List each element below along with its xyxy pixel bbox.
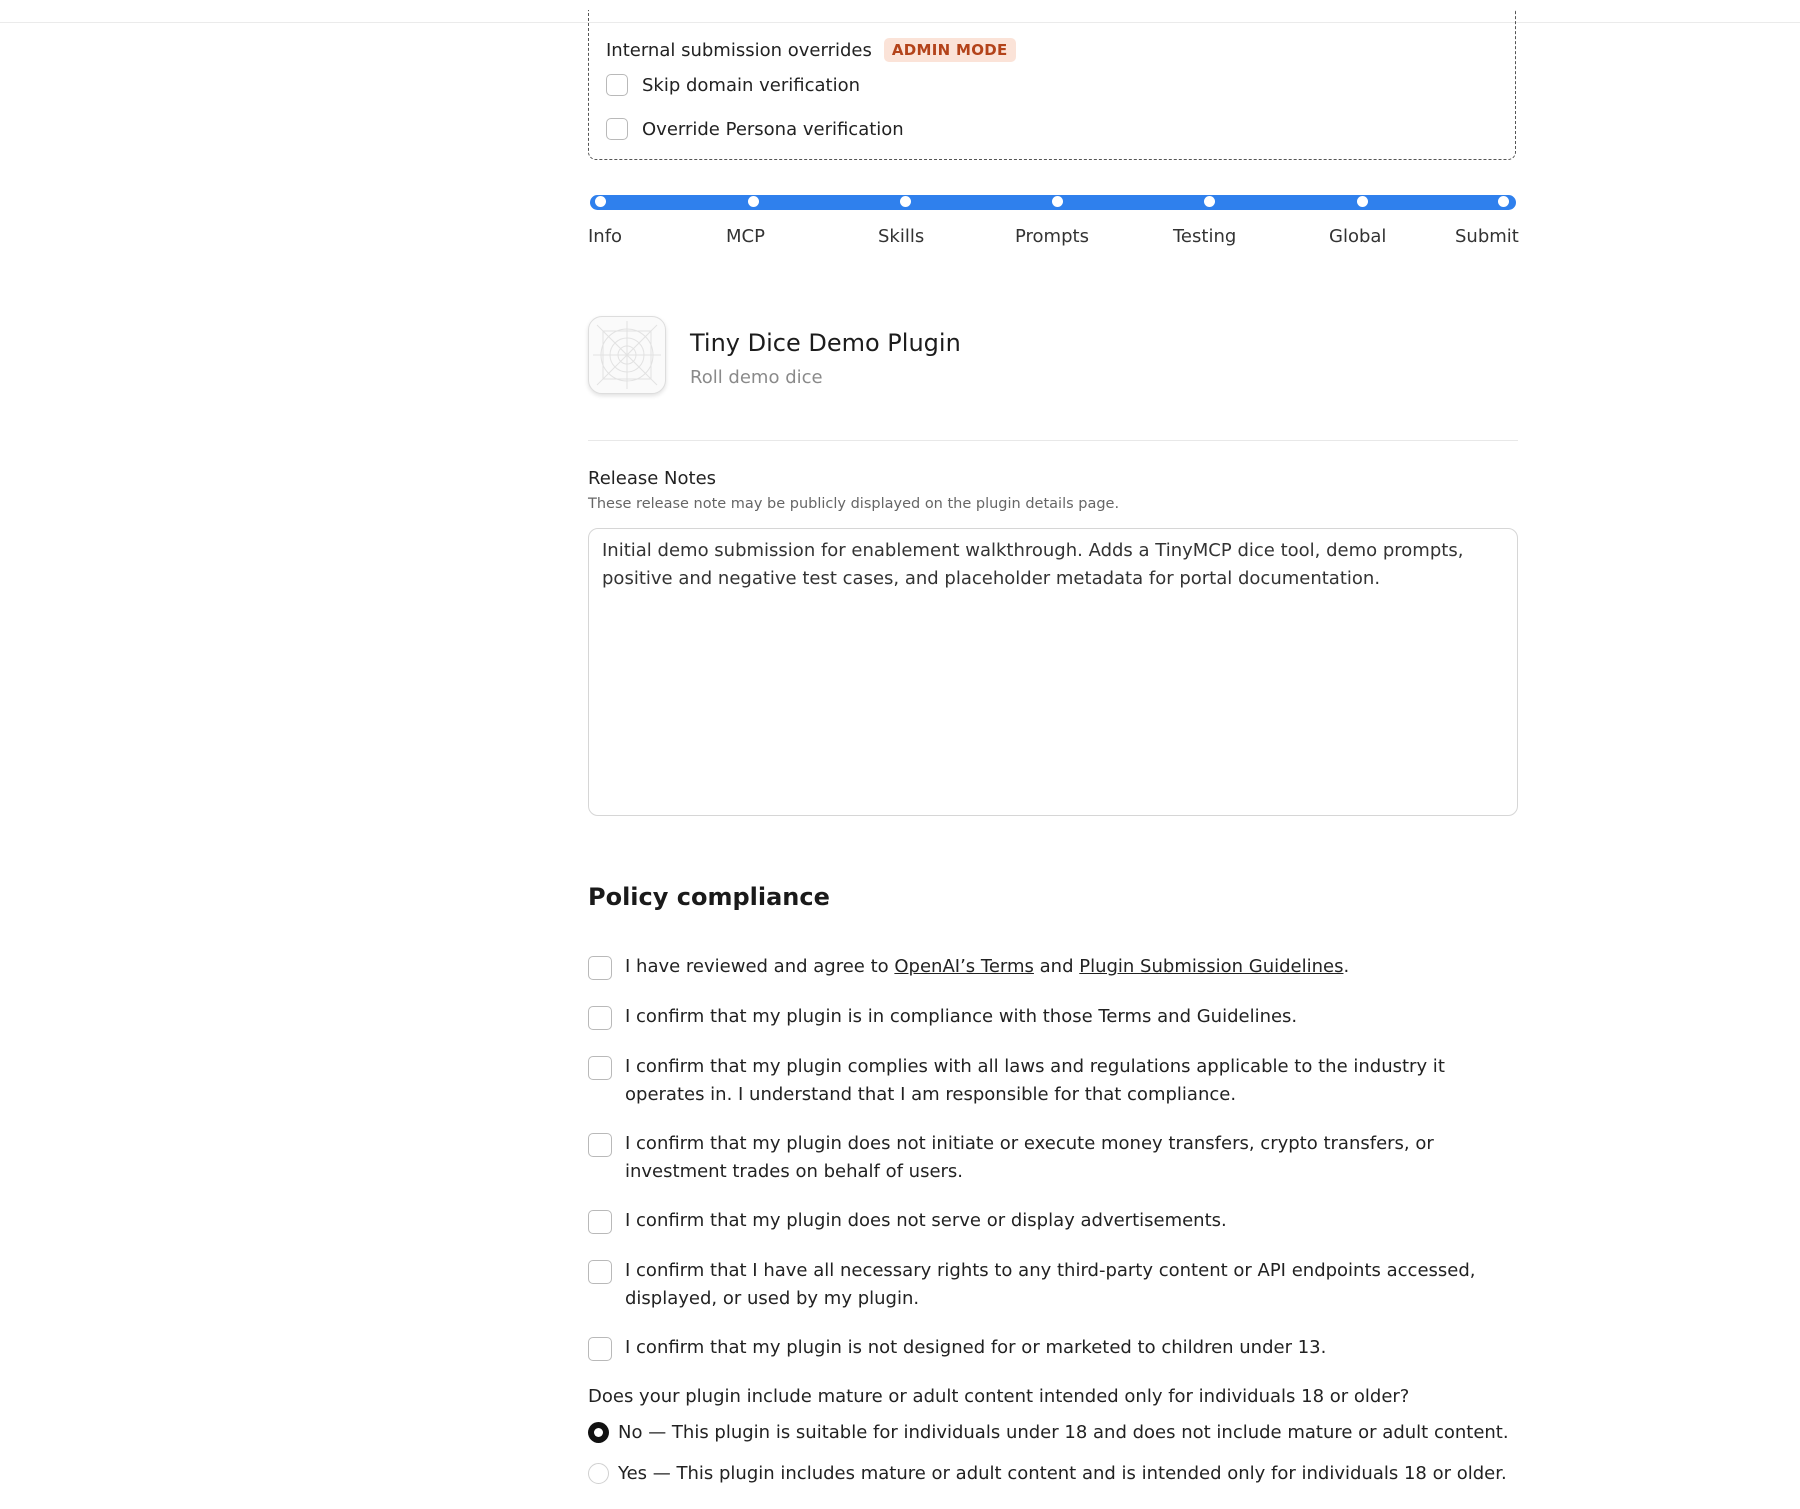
policy-checkbox-advertisements[interactable] [588,1210,612,1234]
radio-yes-label: Yes — This plugin includes mature or adult content and is intended only for individuals 18 or older. [618,1463,1507,1484]
mature-content-option-no[interactable] [588,1422,1509,1443]
release-notes-help: These release note may be publicly displayed on the plugin details page. [588,496,1120,512]
admin-overrides-header [606,38,1016,62]
policy-item-advertisements[interactable] [588,1207,1518,1235]
step-dot-prompts[interactable] [1052,196,1063,207]
plugin-description: Roll demo dice [690,367,823,388]
policy-item-label: I confirm that my plugin complies with all laws and regulations applicable to the industry it operates in. I understand that I am responsible for that compliance. [625,1056,1445,1105]
step-label-global[interactable]: Global [1329,226,1387,247]
admin-overrides-box [588,10,1516,160]
policy-checkbox-children[interactable] [588,1337,612,1361]
step-label-submit[interactable]: Submit [1455,226,1519,247]
policy-item-compliance[interactable] [588,1003,1518,1031]
policy-item-third-party-rights[interactable] [588,1257,1518,1313]
policy-checkbox-laws[interactable] [588,1056,612,1080]
step-dot-mcp[interactable] [748,196,759,207]
step-label-mcp[interactable]: MCP [726,226,765,247]
step-label-info[interactable]: Info [588,226,623,247]
step-dot-info[interactable] [595,196,606,207]
skip-domain-verification-checkbox[interactable] [606,74,628,96]
policy-item-label: I confirm that my plugin does not initiate or execute money transfers, crypto transfers, or investment trades on behalf of users. [625,1133,1434,1182]
policy-checkbox-money-transfers[interactable] [588,1133,612,1157]
section-divider [588,440,1518,441]
policy-agree-suffix: . [1343,956,1350,977]
radio-no-selected[interactable] [588,1422,609,1443]
step-dot-global[interactable] [1357,196,1368,207]
step-label-testing[interactable]: Testing [1173,226,1237,247]
policy-checkbox-compliance[interactable] [588,1006,612,1030]
mature-content-question: Does your plugin include mature or adult content intended only for individuals 18 or older? [588,1386,1410,1407]
plugin-placeholder-icon [588,316,666,394]
radio-no-label: No — This plugin is suitable for individuals under 18 and does not include mature or adult content. [618,1422,1509,1443]
policy-item-money-transfers[interactable] [588,1130,1518,1186]
release-notes-textarea[interactable] [588,528,1518,816]
radio-yes-unselected[interactable] [588,1463,609,1484]
admin-mode-badge: ADMIN MODE [884,38,1016,62]
plugin-guidelines-link[interactable]: Plugin Submission Guidelines [1079,956,1344,977]
skip-domain-verification-option[interactable] [606,74,860,96]
openai-terms-link[interactable]: OpenAI’s Terms [894,956,1034,977]
policy-agree-prefix: I have reviewed and agree to [625,956,895,977]
policy-item-label: I confirm that my plugin is not designed for or marketed to children under 13. [625,1337,1327,1358]
step-label-prompts[interactable]: Prompts [1015,226,1089,247]
skip-domain-verification-label: Skip domain verification [642,74,861,96]
policy-agree-middle: and [1033,956,1080,977]
step-dot-skills[interactable] [900,196,911,207]
policy-item-children[interactable] [588,1334,1518,1362]
override-persona-verification-option[interactable] [606,118,904,140]
step-dot-testing[interactable] [1204,196,1215,207]
admin-overrides-title: Internal submission overrides [606,39,872,61]
policy-item-label: I confirm that my plugin does not serve or display advertisements. [625,1210,1227,1231]
policy-compliance-title: Policy compliance [588,883,830,911]
override-persona-verification-checkbox[interactable] [606,118,628,140]
step-dot-submit[interactable] [1498,196,1509,207]
plugin-name: Tiny Dice Demo Plugin [690,329,961,357]
override-persona-verification-label: Override Persona verification [642,118,904,140]
progress-stepper [588,194,1518,254]
policy-item-label: I confirm that my plugin is in compliance with those Terms and Guidelines. [625,1006,1298,1027]
plugin-icon-graphic [589,317,665,393]
policy-checkbox-agree-terms[interactable] [588,956,612,980]
policy-agree-text [625,953,1349,981]
policy-item-laws[interactable] [588,1053,1518,1109]
step-label-skills[interactable]: Skills [878,226,925,247]
policy-item-agree-terms[interactable] [588,953,1518,981]
release-notes-label: Release Notes [588,468,717,489]
policy-checkbox-third-party-rights[interactable] [588,1260,612,1284]
mature-content-option-yes[interactable] [588,1463,1507,1484]
policy-item-label: I confirm that I have all necessary rights to any third-party content or API endpoints accessed, displayed, or used by my plugin. [625,1260,1476,1309]
